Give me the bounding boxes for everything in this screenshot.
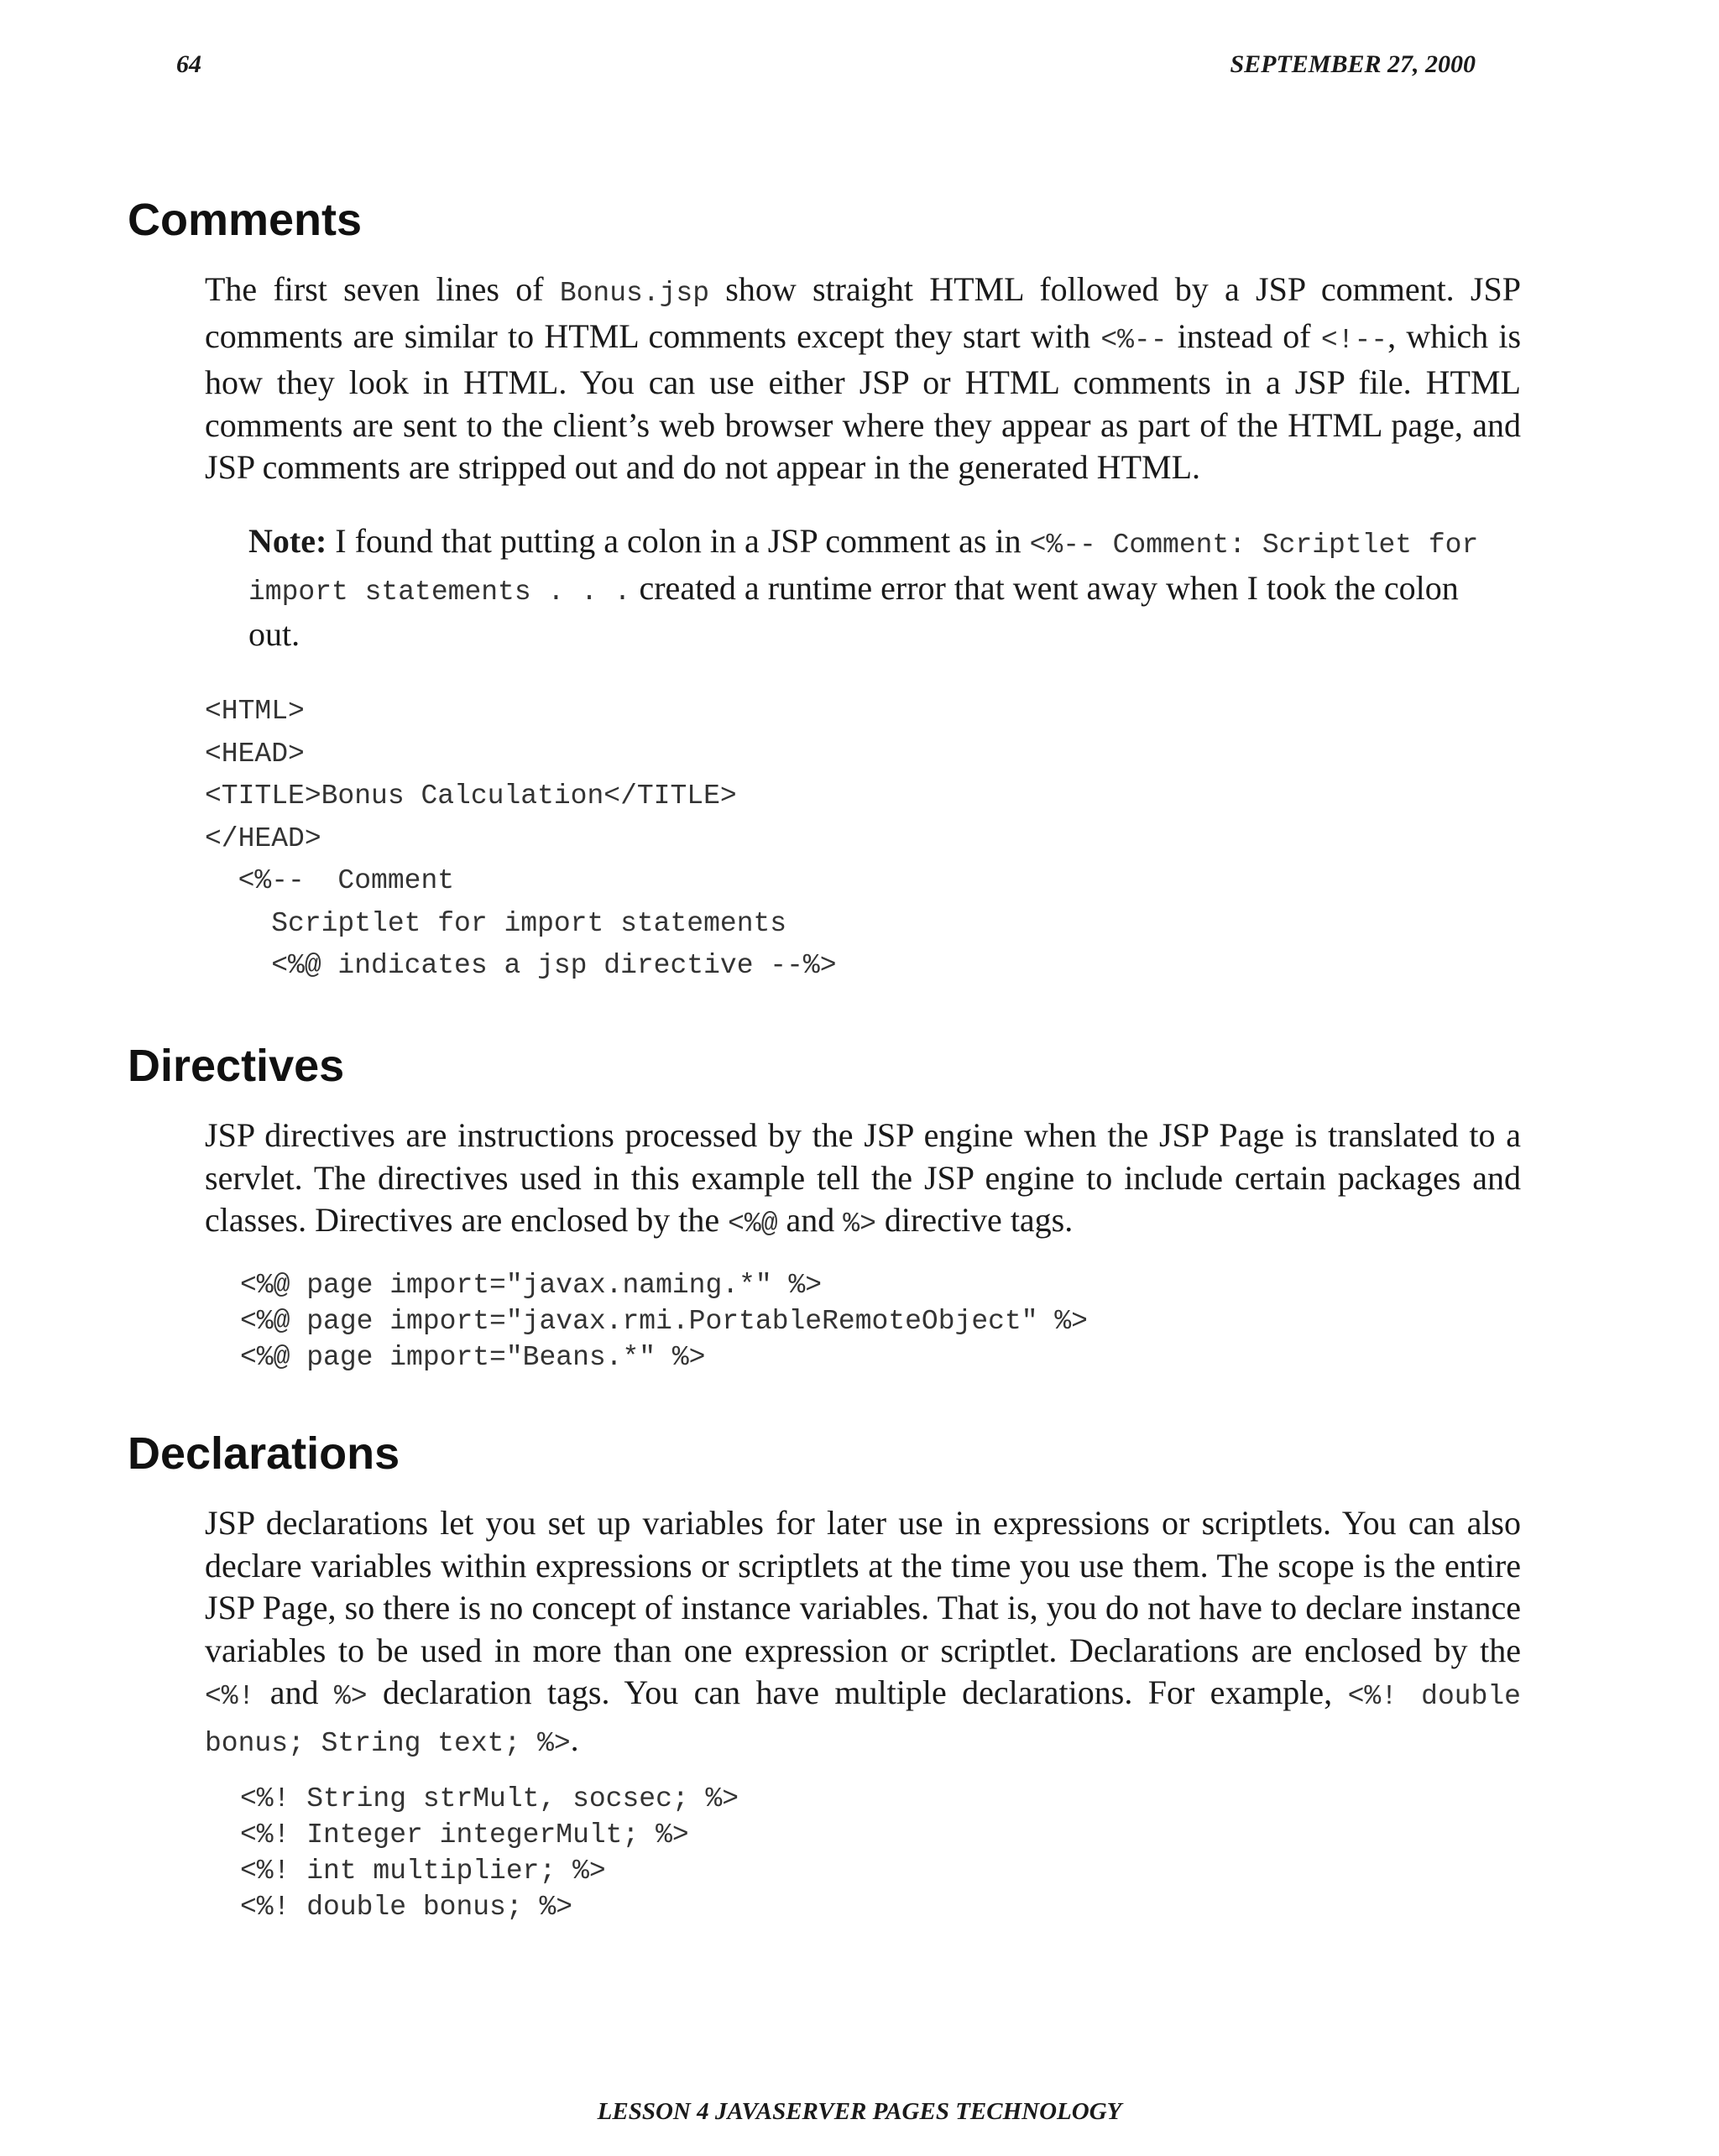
code-block-directives: [240, 1267, 1088, 1376]
declarations-paragraph: JSP declarations let you set up variables for later use in expressions or scriptlets. You can also declare variables within expressions or scriptlets at the time you use them. The scope is the entire JSP Page, so there is no concept of instance variables. That is, you do not have to declare instance variables to be used in more than one expression or scriptlet. Declarations are enclosed by the <%! and %> declaration tags. You can have multiple declarations. For example, <%! double bonus; String text; %>.: [205, 1504, 1521, 1759]
heading-declarations: Declarations: [128, 1428, 400, 1479]
code-block-declarations: [240, 1781, 739, 1925]
running-foot: LESSON 4 JAVASERVER PAGES TECHNOLOGY: [597, 2098, 1122, 2125]
running-head: [176, 50, 1476, 79]
comments-paragraph: The first seven lines of Bonus.jsp show straight HTML followed by a JSP comment. JSP comments are similar to HTML comments except they start with <%-- instead of <!--, which is how they look in HTML. You can use either JSP or HTML comments in a JSP file. HTML comments are sent to the client’s web browser where they appear as part of the HTML page, and JSP comments are stripped out and do not appear in the generated HTML.: [205, 270, 1522, 486]
code-line: Scriptlet for import statements: [205, 907, 787, 939]
code-line: <%! int multiplier; %>: [240, 1856, 606, 1887]
code-line: <%@ page import="javax.naming.*" %>: [240, 1270, 823, 1301]
code-line: <%@ page import="javax.rmi.PortableRemoteObject" %>: [240, 1306, 1088, 1337]
code-line: <%@ page import="Beans.*" %>: [240, 1342, 706, 1373]
code-line: <HTML>: [205, 696, 305, 727]
page-number: 64: [176, 50, 201, 78]
heading-comments: Comments: [128, 195, 363, 245]
code-line: <HEAD>: [205, 738, 305, 770]
code-line: <%! Integer integerMult; %>: [240, 1819, 689, 1851]
note-label: Note:: [248, 522, 327, 560]
code-line: <%@ indicates a jsp directive --%>: [205, 950, 837, 981]
directives-paragraph: JSP directives are instructions processed by the JSP engine when the JSP Page is translated to a servlet. The directives used in this example tell the JSP engine to include certain packages and classes. Directives are enclosed by the <%@ and %> directive tags.: [205, 1116, 1521, 1240]
code-line: </HEAD>: [205, 822, 321, 854]
code-line: <%-- Comment: [205, 865, 455, 896]
code-line: <%! double bonus; %>: [240, 1892, 573, 1923]
code-line: <TITLE>Bonus Calculation</TITLE>: [205, 780, 737, 812]
code-block-html: [205, 691, 837, 988]
heading-directives: Directives: [128, 1041, 345, 1091]
code-line: <%! String strMult, socsec; %>: [240, 1783, 739, 1814]
header-date: SEPTEMBER 27, 2000: [1230, 50, 1476, 78]
note-paragraph: Note: I found that putting a colon in a JSP comment as in <%-- Comment: Scriptlet for import statements . . . created a runtime error that went away when I took the colon out.: [248, 522, 1479, 653]
